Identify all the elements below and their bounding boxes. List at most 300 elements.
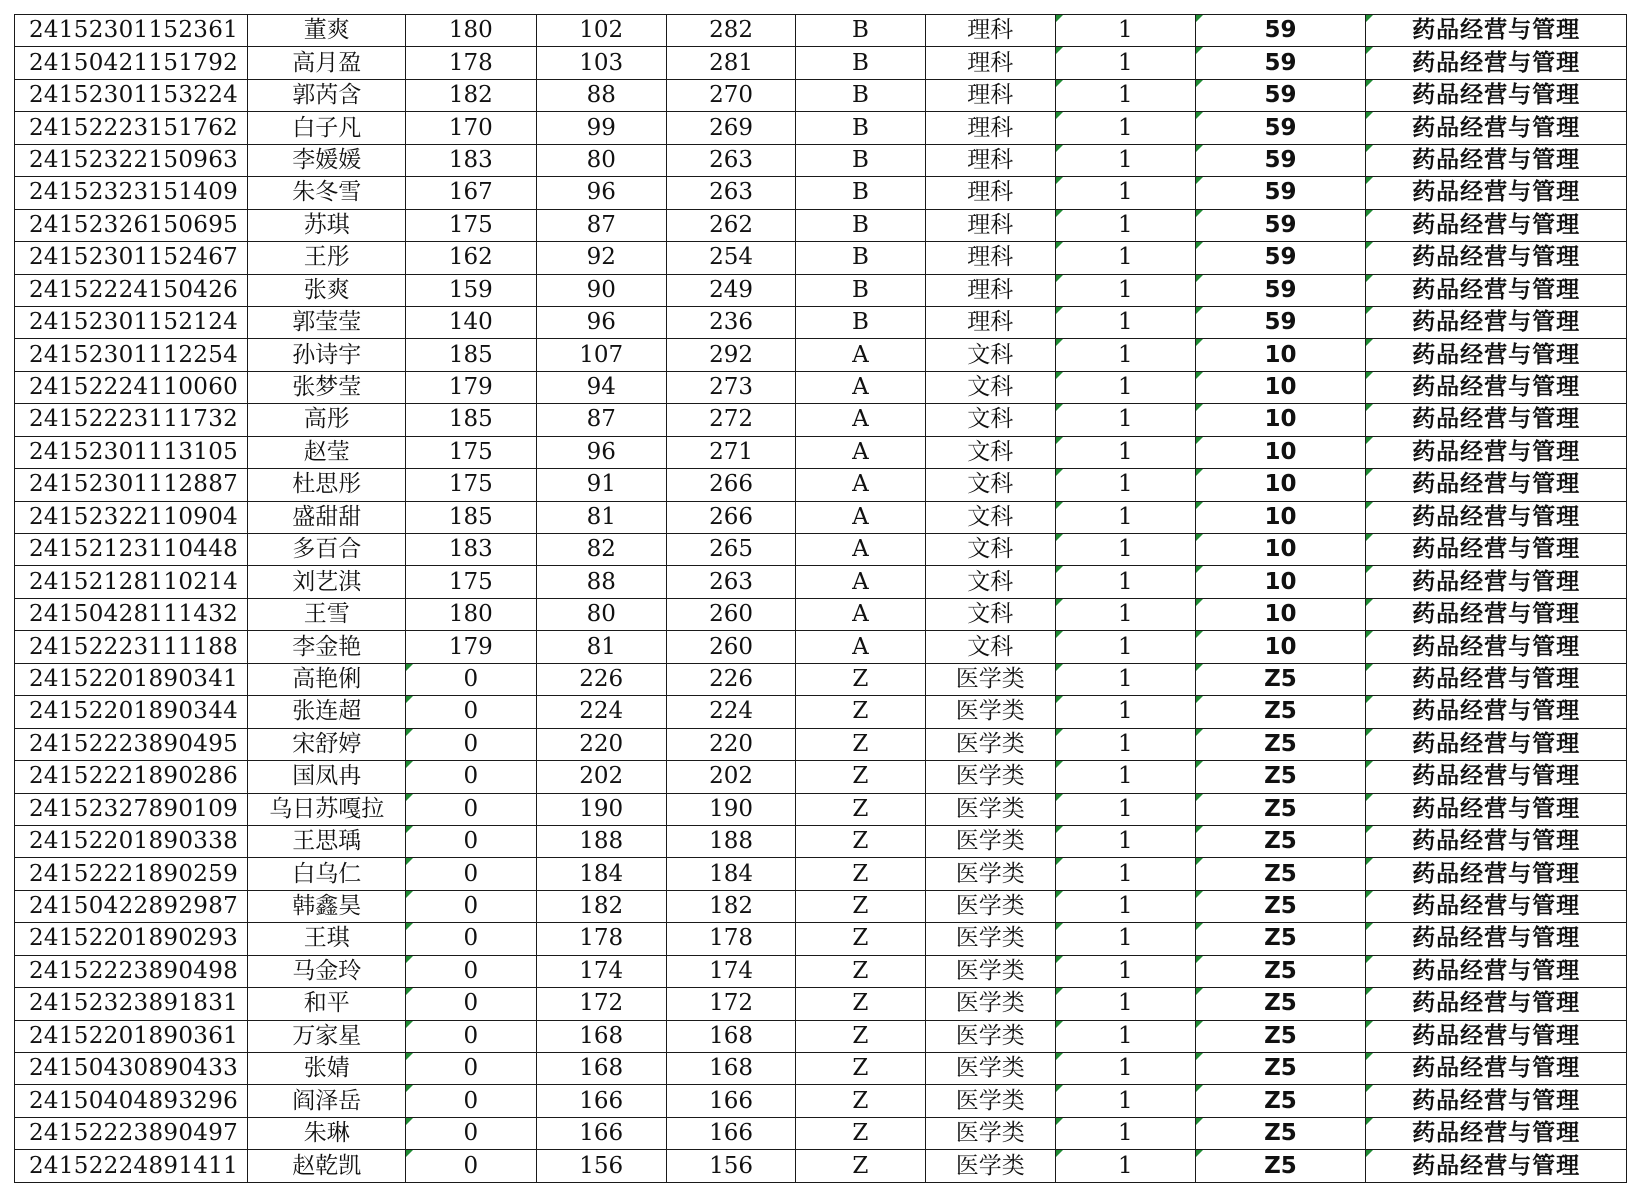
plan-code-cell[interactable]: 10: [1195, 631, 1365, 663]
score1-cell[interactable]: 0: [406, 923, 536, 955]
total-score-cell[interactable]: 184: [666, 858, 795, 890]
count-cell[interactable]: 1: [1055, 436, 1195, 468]
total-score-cell[interactable]: 265: [666, 534, 795, 566]
score2-cell[interactable]: 182: [536, 890, 666, 922]
subject-cell[interactable]: 文科: [925, 598, 1055, 630]
subject-cell[interactable]: 医学类: [925, 1150, 1055, 1182]
total-score-cell[interactable]: 263: [666, 566, 795, 598]
score2-cell[interactable]: 168: [536, 1053, 666, 1085]
exam-id-cell[interactable]: 24152123110448: [15, 534, 248, 566]
student-name-cell[interactable]: 韩鑫昊: [248, 890, 406, 922]
count-cell[interactable]: 1: [1055, 761, 1195, 793]
category-code-cell[interactable]: Z: [796, 728, 925, 760]
score1-cell[interactable]: 185: [406, 404, 536, 436]
score2-cell[interactable]: 172: [536, 988, 666, 1020]
student-name-cell[interactable]: 乌日苏嘎拉: [248, 793, 406, 825]
count-cell[interactable]: 1: [1055, 469, 1195, 501]
subject-cell[interactable]: 文科: [925, 339, 1055, 371]
count-cell[interactable]: 1: [1055, 825, 1195, 857]
count-cell[interactable]: 1: [1055, 144, 1195, 176]
subject-cell[interactable]: 医学类: [925, 923, 1055, 955]
score1-cell[interactable]: 0: [406, 1020, 536, 1052]
exam-id-cell[interactable]: 24152201890341: [15, 663, 248, 695]
score1-cell[interactable]: 0: [406, 1053, 536, 1085]
total-score-cell[interactable]: 270: [666, 79, 795, 111]
count-cell[interactable]: 1: [1055, 177, 1195, 209]
score1-cell[interactable]: 175: [406, 469, 536, 501]
subject-cell[interactable]: 理科: [925, 306, 1055, 338]
score1-cell[interactable]: 170: [406, 112, 536, 144]
exam-id-cell[interactable]: 24152223890497: [15, 1117, 248, 1149]
major-cell[interactable]: 药品经营与管理: [1366, 47, 1627, 79]
plan-code-cell[interactable]: 59: [1195, 274, 1365, 306]
count-cell[interactable]: 1: [1055, 955, 1195, 987]
major-cell[interactable]: 药品经营与管理: [1366, 1020, 1627, 1052]
total-score-cell[interactable]: 178: [666, 923, 795, 955]
score1-cell[interactable]: 162: [406, 242, 536, 274]
category-code-cell[interactable]: Z: [796, 696, 925, 728]
student-name-cell[interactable]: 张爽: [248, 274, 406, 306]
total-score-cell[interactable]: 282: [666, 15, 795, 47]
subject-cell[interactable]: 医学类: [925, 761, 1055, 793]
score2-cell[interactable]: 226: [536, 663, 666, 695]
score2-cell[interactable]: 107: [536, 339, 666, 371]
score1-cell[interactable]: 180: [406, 15, 536, 47]
total-score-cell[interactable]: 266: [666, 501, 795, 533]
category-code-cell[interactable]: B: [796, 209, 925, 241]
count-cell[interactable]: 1: [1055, 890, 1195, 922]
major-cell[interactable]: 药品经营与管理: [1366, 534, 1627, 566]
student-name-cell[interactable]: 赵莹: [248, 436, 406, 468]
exam-id-cell[interactable]: 24152201890344: [15, 696, 248, 728]
exam-id-cell[interactable]: 24150422892987: [15, 890, 248, 922]
total-score-cell[interactable]: 272: [666, 404, 795, 436]
category-code-cell[interactable]: B: [796, 306, 925, 338]
plan-code-cell[interactable]: 59: [1195, 242, 1365, 274]
score2-cell[interactable]: 90: [536, 274, 666, 306]
count-cell[interactable]: 1: [1055, 566, 1195, 598]
plan-code-cell[interactable]: Z5: [1195, 890, 1365, 922]
subject-cell[interactable]: 文科: [925, 566, 1055, 598]
score1-cell[interactable]: 159: [406, 274, 536, 306]
score2-cell[interactable]: 96: [536, 306, 666, 338]
major-cell[interactable]: 药品经营与管理: [1366, 696, 1627, 728]
exam-id-cell[interactable]: 24152223111732: [15, 404, 248, 436]
subject-cell[interactable]: 理科: [925, 274, 1055, 306]
major-cell[interactable]: 药品经营与管理: [1366, 501, 1627, 533]
student-name-cell[interactable]: 国凤冉: [248, 761, 406, 793]
major-cell[interactable]: 药品经营与管理: [1366, 890, 1627, 922]
major-cell[interactable]: 药品经营与管理: [1366, 15, 1627, 47]
plan-code-cell[interactable]: 10: [1195, 469, 1365, 501]
total-score-cell[interactable]: 249: [666, 274, 795, 306]
plan-code-cell[interactable]: 59: [1195, 15, 1365, 47]
subject-cell[interactable]: 文科: [925, 501, 1055, 533]
score2-cell[interactable]: 81: [536, 631, 666, 663]
score1-cell[interactable]: 0: [406, 825, 536, 857]
subject-cell[interactable]: 文科: [925, 404, 1055, 436]
total-score-cell[interactable]: 254: [666, 242, 795, 274]
total-score-cell[interactable]: 281: [666, 47, 795, 79]
plan-code-cell[interactable]: 10: [1195, 404, 1365, 436]
exam-id-cell[interactable]: 24152221890286: [15, 761, 248, 793]
major-cell[interactable]: 药品经营与管理: [1366, 1053, 1627, 1085]
student-name-cell[interactable]: 白子凡: [248, 112, 406, 144]
major-cell[interactable]: 药品经营与管理: [1366, 793, 1627, 825]
score1-cell[interactable]: 0: [406, 955, 536, 987]
major-cell[interactable]: 药品经营与管理: [1366, 1085, 1627, 1117]
score2-cell[interactable]: 166: [536, 1117, 666, 1149]
exam-id-cell[interactable]: 24152221890259: [15, 858, 248, 890]
plan-code-cell[interactable]: 10: [1195, 534, 1365, 566]
subject-cell[interactable]: 理科: [925, 47, 1055, 79]
score2-cell[interactable]: 92: [536, 242, 666, 274]
category-code-cell[interactable]: B: [796, 112, 925, 144]
score2-cell[interactable]: 81: [536, 501, 666, 533]
student-name-cell[interactable]: 宋舒婷: [248, 728, 406, 760]
score1-cell[interactable]: 179: [406, 631, 536, 663]
plan-code-cell[interactable]: 10: [1195, 436, 1365, 468]
exam-id-cell[interactable]: 24152326150695: [15, 209, 248, 241]
score2-cell[interactable]: 96: [536, 436, 666, 468]
exam-id-cell[interactable]: 24152224891411: [15, 1150, 248, 1182]
exam-id-cell[interactable]: 24152323151409: [15, 177, 248, 209]
category-code-cell[interactable]: Z: [796, 1150, 925, 1182]
score2-cell[interactable]: 87: [536, 209, 666, 241]
subject-cell[interactable]: 理科: [925, 209, 1055, 241]
plan-code-cell[interactable]: 10: [1195, 371, 1365, 403]
plan-code-cell[interactable]: 59: [1195, 112, 1365, 144]
major-cell[interactable]: 药品经营与管理: [1366, 209, 1627, 241]
count-cell[interactable]: 1: [1055, 1053, 1195, 1085]
total-score-cell[interactable]: 190: [666, 793, 795, 825]
student-name-cell[interactable]: 高艳俐: [248, 663, 406, 695]
total-score-cell[interactable]: 166: [666, 1085, 795, 1117]
exam-id-cell[interactable]: 24150421151792: [15, 47, 248, 79]
total-score-cell[interactable]: 172: [666, 988, 795, 1020]
subject-cell[interactable]: 医学类: [925, 663, 1055, 695]
major-cell[interactable]: 药品经营与管理: [1366, 1117, 1627, 1149]
major-cell[interactable]: 药品经营与管理: [1366, 274, 1627, 306]
total-score-cell[interactable]: 260: [666, 598, 795, 630]
subject-cell[interactable]: 医学类: [925, 1053, 1055, 1085]
subject-cell[interactable]: 文科: [925, 436, 1055, 468]
score2-cell[interactable]: 220: [536, 728, 666, 760]
student-name-cell[interactable]: 高月盈: [248, 47, 406, 79]
score1-cell[interactable]: 167: [406, 177, 536, 209]
total-score-cell[interactable]: 226: [666, 663, 795, 695]
total-score-cell[interactable]: 168: [666, 1020, 795, 1052]
category-code-cell[interactable]: Z: [796, 955, 925, 987]
category-code-cell[interactable]: B: [796, 144, 925, 176]
student-name-cell[interactable]: 张梦莹: [248, 371, 406, 403]
plan-code-cell[interactable]: 10: [1195, 339, 1365, 371]
total-score-cell[interactable]: 271: [666, 436, 795, 468]
exam-id-cell[interactable]: 24152322150963: [15, 144, 248, 176]
plan-code-cell[interactable]: Z5: [1195, 858, 1365, 890]
plan-code-cell[interactable]: Z5: [1195, 825, 1365, 857]
plan-code-cell[interactable]: Z5: [1195, 1053, 1365, 1085]
count-cell[interactable]: 1: [1055, 663, 1195, 695]
subject-cell[interactable]: 理科: [925, 79, 1055, 111]
category-code-cell[interactable]: Z: [796, 663, 925, 695]
category-code-cell[interactable]: Z: [796, 761, 925, 793]
subject-cell[interactable]: 医学类: [925, 988, 1055, 1020]
score1-cell[interactable]: 178: [406, 47, 536, 79]
subject-cell[interactable]: 医学类: [925, 1085, 1055, 1117]
category-code-cell[interactable]: A: [796, 436, 925, 468]
plan-code-cell[interactable]: Z5: [1195, 793, 1365, 825]
category-code-cell[interactable]: A: [796, 566, 925, 598]
total-score-cell[interactable]: 188: [666, 825, 795, 857]
exam-id-cell[interactable]: 24152224150426: [15, 274, 248, 306]
subject-cell[interactable]: 医学类: [925, 858, 1055, 890]
exam-id-cell[interactable]: 24150430890433: [15, 1053, 248, 1085]
student-name-cell[interactable]: 苏琪: [248, 209, 406, 241]
major-cell[interactable]: 药品经营与管理: [1366, 339, 1627, 371]
subject-cell[interactable]: 理科: [925, 15, 1055, 47]
subject-cell[interactable]: 医学类: [925, 728, 1055, 760]
plan-code-cell[interactable]: 59: [1195, 47, 1365, 79]
score1-cell[interactable]: 175: [406, 209, 536, 241]
count-cell[interactable]: 1: [1055, 728, 1195, 760]
count-cell[interactable]: 1: [1055, 534, 1195, 566]
student-name-cell[interactable]: 孙诗宇: [248, 339, 406, 371]
category-code-cell[interactable]: A: [796, 534, 925, 566]
student-name-cell[interactable]: 张婧: [248, 1053, 406, 1085]
student-name-cell[interactable]: 张连超: [248, 696, 406, 728]
count-cell[interactable]: 1: [1055, 79, 1195, 111]
score2-cell[interactable]: 188: [536, 825, 666, 857]
score2-cell[interactable]: 94: [536, 371, 666, 403]
major-cell[interactable]: 药品经营与管理: [1366, 242, 1627, 274]
score1-cell[interactable]: 0: [406, 696, 536, 728]
student-name-cell[interactable]: 万家星: [248, 1020, 406, 1052]
score2-cell[interactable]: 96: [536, 177, 666, 209]
score2-cell[interactable]: 174: [536, 955, 666, 987]
plan-code-cell[interactable]: 10: [1195, 501, 1365, 533]
category-code-cell[interactable]: A: [796, 631, 925, 663]
score1-cell[interactable]: 183: [406, 534, 536, 566]
subject-cell[interactable]: 医学类: [925, 955, 1055, 987]
subject-cell[interactable]: 理科: [925, 242, 1055, 274]
score2-cell[interactable]: 156: [536, 1150, 666, 1182]
exam-id-cell[interactable]: 24152201890293: [15, 923, 248, 955]
plan-code-cell[interactable]: Z5: [1195, 761, 1365, 793]
score2-cell[interactable]: 88: [536, 79, 666, 111]
subject-cell[interactable]: 医学类: [925, 696, 1055, 728]
score2-cell[interactable]: 102: [536, 15, 666, 47]
count-cell[interactable]: 1: [1055, 371, 1195, 403]
score2-cell[interactable]: 82: [536, 534, 666, 566]
category-code-cell[interactable]: Z: [796, 793, 925, 825]
count-cell[interactable]: 1: [1055, 1150, 1195, 1182]
total-score-cell[interactable]: 269: [666, 112, 795, 144]
plan-code-cell[interactable]: 10: [1195, 566, 1365, 598]
total-score-cell[interactable]: 168: [666, 1053, 795, 1085]
exam-id-cell[interactable]: 24150404893296: [15, 1085, 248, 1117]
student-name-cell[interactable]: 刘艺淇: [248, 566, 406, 598]
major-cell[interactable]: 药品经营与管理: [1366, 988, 1627, 1020]
major-cell[interactable]: 药品经营与管理: [1366, 858, 1627, 890]
score2-cell[interactable]: 166: [536, 1085, 666, 1117]
total-score-cell[interactable]: 202: [666, 761, 795, 793]
student-name-cell[interactable]: 王琪: [248, 923, 406, 955]
subject-cell[interactable]: 理科: [925, 112, 1055, 144]
count-cell[interactable]: 1: [1055, 274, 1195, 306]
category-code-cell[interactable]: Z: [796, 1117, 925, 1149]
subject-cell[interactable]: 文科: [925, 469, 1055, 501]
major-cell[interactable]: 药品经营与管理: [1366, 79, 1627, 111]
exam-id-cell[interactable]: 24152301152361: [15, 15, 248, 47]
plan-code-cell[interactable]: Z5: [1195, 955, 1365, 987]
count-cell[interactable]: 1: [1055, 631, 1195, 663]
plan-code-cell[interactable]: 59: [1195, 144, 1365, 176]
score1-cell[interactable]: 0: [406, 890, 536, 922]
score1-cell[interactable]: 0: [406, 1150, 536, 1182]
exam-id-cell[interactable]: 24152223890498: [15, 955, 248, 987]
major-cell[interactable]: 药品经营与管理: [1366, 761, 1627, 793]
major-cell[interactable]: 药品经营与管理: [1366, 598, 1627, 630]
student-name-cell[interactable]: 王思瑀: [248, 825, 406, 857]
score1-cell[interactable]: 0: [406, 728, 536, 760]
subject-cell[interactable]: 文科: [925, 631, 1055, 663]
student-name-cell[interactable]: 杜思彤: [248, 469, 406, 501]
total-score-cell[interactable]: 260: [666, 631, 795, 663]
student-name-cell[interactable]: 阎泽岳: [248, 1085, 406, 1117]
plan-code-cell[interactable]: Z5: [1195, 1020, 1365, 1052]
plan-code-cell[interactable]: 59: [1195, 306, 1365, 338]
exam-id-cell[interactable]: 24152323891831: [15, 988, 248, 1020]
major-cell[interactable]: 药品经营与管理: [1366, 728, 1627, 760]
exam-id-cell[interactable]: 24152223890495: [15, 728, 248, 760]
plan-code-cell[interactable]: Z5: [1195, 663, 1365, 695]
major-cell[interactable]: 药品经营与管理: [1366, 469, 1627, 501]
exam-id-cell[interactable]: 24152301152124: [15, 306, 248, 338]
plan-code-cell[interactable]: Z5: [1195, 1117, 1365, 1149]
subject-cell[interactable]: 医学类: [925, 1020, 1055, 1052]
count-cell[interactable]: 1: [1055, 242, 1195, 274]
student-name-cell[interactable]: 和平: [248, 988, 406, 1020]
subject-cell[interactable]: 医学类: [925, 793, 1055, 825]
plan-code-cell[interactable]: Z5: [1195, 728, 1365, 760]
score1-cell[interactable]: 185: [406, 339, 536, 371]
student-name-cell[interactable]: 盛甜甜: [248, 501, 406, 533]
plan-code-cell[interactable]: Z5: [1195, 1085, 1365, 1117]
major-cell[interactable]: 药品经营与管理: [1366, 436, 1627, 468]
total-score-cell[interactable]: 292: [666, 339, 795, 371]
count-cell[interactable]: 1: [1055, 306, 1195, 338]
score2-cell[interactable]: 80: [536, 598, 666, 630]
student-name-cell[interactable]: 多百合: [248, 534, 406, 566]
total-score-cell[interactable]: 263: [666, 177, 795, 209]
student-name-cell[interactable]: 王彤: [248, 242, 406, 274]
score1-cell[interactable]: 185: [406, 501, 536, 533]
category-code-cell[interactable]: A: [796, 598, 925, 630]
count-cell[interactable]: 1: [1055, 15, 1195, 47]
score2-cell[interactable]: 103: [536, 47, 666, 79]
student-name-cell[interactable]: 朱琳: [248, 1117, 406, 1149]
count-cell[interactable]: 1: [1055, 598, 1195, 630]
student-name-cell[interactable]: 白乌仁: [248, 858, 406, 890]
score2-cell[interactable]: 87: [536, 404, 666, 436]
score2-cell[interactable]: 91: [536, 469, 666, 501]
subject-cell[interactable]: 理科: [925, 177, 1055, 209]
category-code-cell[interactable]: A: [796, 501, 925, 533]
total-score-cell[interactable]: 174: [666, 955, 795, 987]
plan-code-cell[interactable]: Z5: [1195, 923, 1365, 955]
exam-id-cell[interactable]: 24152201890361: [15, 1020, 248, 1052]
category-code-cell[interactable]: B: [796, 274, 925, 306]
total-score-cell[interactable]: 156: [666, 1150, 795, 1182]
category-code-cell[interactable]: Z: [796, 858, 925, 890]
category-code-cell[interactable]: A: [796, 339, 925, 371]
exam-id-cell[interactable]: 24152223111188: [15, 631, 248, 663]
major-cell[interactable]: 药品经营与管理: [1366, 371, 1627, 403]
student-name-cell[interactable]: 赵乾凯: [248, 1150, 406, 1182]
student-name-cell[interactable]: 李媛媛: [248, 144, 406, 176]
score1-cell[interactable]: 179: [406, 371, 536, 403]
student-name-cell[interactable]: 朱冬雪: [248, 177, 406, 209]
plan-code-cell[interactable]: Z5: [1195, 988, 1365, 1020]
count-cell[interactable]: 1: [1055, 112, 1195, 144]
student-name-cell[interactable]: 李金艳: [248, 631, 406, 663]
score1-cell[interactable]: 183: [406, 144, 536, 176]
category-code-cell[interactable]: Z: [796, 1020, 925, 1052]
subject-cell[interactable]: 文科: [925, 371, 1055, 403]
exam-id-cell[interactable]: 24152128110214: [15, 566, 248, 598]
count-cell[interactable]: 1: [1055, 501, 1195, 533]
plan-code-cell[interactable]: 10: [1195, 598, 1365, 630]
count-cell[interactable]: 1: [1055, 858, 1195, 890]
score1-cell[interactable]: 0: [406, 793, 536, 825]
count-cell[interactable]: 1: [1055, 209, 1195, 241]
major-cell[interactable]: 药品经营与管理: [1366, 566, 1627, 598]
student-name-cell[interactable]: 郭莹莹: [248, 306, 406, 338]
exam-id-cell[interactable]: 24152301112887: [15, 469, 248, 501]
category-code-cell[interactable]: Z: [796, 988, 925, 1020]
category-code-cell[interactable]: Z: [796, 825, 925, 857]
major-cell[interactable]: 药品经营与管理: [1366, 177, 1627, 209]
score2-cell[interactable]: 99: [536, 112, 666, 144]
exam-id-cell[interactable]: 24152201890338: [15, 825, 248, 857]
student-name-cell[interactable]: 高彤: [248, 404, 406, 436]
plan-code-cell[interactable]: 59: [1195, 79, 1365, 111]
score1-cell[interactable]: 140: [406, 306, 536, 338]
total-score-cell[interactable]: 182: [666, 890, 795, 922]
plan-code-cell[interactable]: Z5: [1195, 696, 1365, 728]
count-cell[interactable]: 1: [1055, 1020, 1195, 1052]
score1-cell[interactable]: 0: [406, 761, 536, 793]
major-cell[interactable]: 药品经营与管理: [1366, 631, 1627, 663]
score2-cell[interactable]: 168: [536, 1020, 666, 1052]
count-cell[interactable]: 1: [1055, 988, 1195, 1020]
student-name-cell[interactable]: 马金玲: [248, 955, 406, 987]
score1-cell[interactable]: 0: [406, 988, 536, 1020]
total-score-cell[interactable]: 262: [666, 209, 795, 241]
student-name-cell[interactable]: 董爽: [248, 15, 406, 47]
subject-cell[interactable]: 医学类: [925, 890, 1055, 922]
score1-cell[interactable]: 0: [406, 663, 536, 695]
score1-cell[interactable]: 175: [406, 436, 536, 468]
score1-cell[interactable]: 0: [406, 1117, 536, 1149]
exam-id-cell[interactable]: 24152327890109: [15, 793, 248, 825]
category-code-cell[interactable]: A: [796, 469, 925, 501]
plan-code-cell[interactable]: Z5: [1195, 1150, 1365, 1182]
category-code-cell[interactable]: A: [796, 404, 925, 436]
category-code-cell[interactable]: A: [796, 371, 925, 403]
subject-cell[interactable]: 医学类: [925, 825, 1055, 857]
